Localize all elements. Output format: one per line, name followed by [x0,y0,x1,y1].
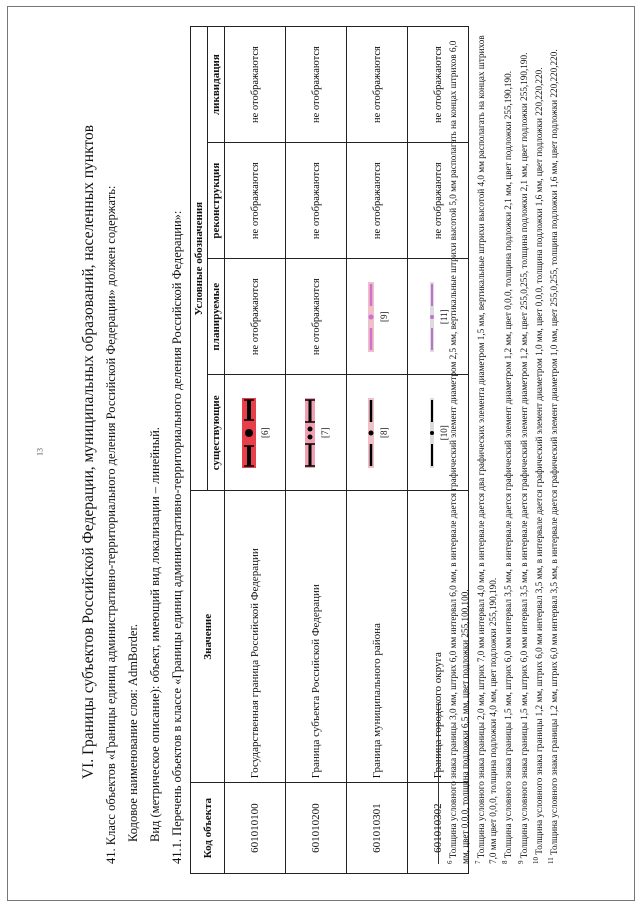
paragraph-metric-type: Вид (метрическое описание): объект, имеющий вид локализации – линейный. [148,427,162,842]
objects-table [190,26,469,874]
footnote: $^{11}$ Толщина условного знака границы 1,2 мм, штрих 6,0 мм интервал 3,5 мм, в интервале дается графический элемент диаметром 1,0 мм, цвет 255,0,255, толщина подложки 1,6 мм, цвет подложки 220,220,220. [547,49,560,864]
footnote: $^{10}$ Толщина условного знака границы 1,2 мм, штрих 6,0 мм интервал 3,5 мм, в интервале дается графический элемент диаметром 1,0 мм, цвет 0,0,0, толщина подложки 1,6 мм, цвет подложки 220,220,220. [532,67,545,864]
rotated-document [20,12,620,892]
table-row [286,27,347,874]
table-row [225,27,286,874]
liquidation-cell: не отображаются [347,27,408,143]
row-code: 601010100 [225,783,286,874]
paragraph-41: 41. Класс объектов «Границы единиц административно-территориального деления Российской Федерации» должен содержать: [104,185,118,864]
footnote: $^6$ Толщина условного знака границы 3,0 мм, штрих 6,0 мм интервал 6,0 мм, в интервале дается графический элемент диаметром 2,5 мм, вертикальные штрихи высотой 5,0 мм располагать на концах штрихов 6,0 мм, цвет 0,0,0, толщина подложки 6,5 мм, цвет подложки 255,100,100. [446,40,471,864]
row-code: 601010301 [347,783,408,874]
paragraph-layer-code: Кодовое наименование слоя: AdmBorder. [126,623,140,842]
reconstruction-cell: не отображаются [408,143,469,259]
municipal-border-symbol [365,398,377,468]
planned-cell: не отображаются [286,259,347,375]
existing-symbol-cell [225,375,286,491]
footnotes [444,34,561,864]
footnote: $^9$ Толщина условного знака границы 1,5 мм, штрих 6,0 мм интервал 3,5 мм, в интервале дается графический элемент диаметром 1,2 мм, цвет 255,0,255, толщина подложки 2,1 мм, цвет подложки 255,190,190. [516,52,529,864]
liquidation-cell: не отображаются [225,27,286,143]
municipal-planned-symbol [365,282,377,352]
header-code: Код объекта [191,783,225,874]
planned-symbol-cell [347,259,408,375]
existing-symbol-cell [286,375,347,491]
row-code: 601010200 [286,783,347,874]
footnote: $^7$ Толщина условного знака границы 2,0 мм, штрих 7,0 мм интервал 4,0 мм, в интервале дается два графических элемента диаметром 1,5 мм, вертикальные штрихи высотой 4,0 мм располагать на концах штрихов 7,0 мм цвет 0,0,0, толщина подложки 4,0 мм, цвет подложки 255,190,190. [473,35,499,864]
table-row [347,27,408,874]
header-existing: существующие [208,375,225,491]
footnote-ref: [11] [439,309,449,325]
reconstruction-cell: не отображаются [347,143,408,259]
subject-border-symbol [302,398,318,468]
row-name: Граница субъекта Российской Федерации [286,491,347,783]
planned-cell: не отображаются [225,259,286,375]
row-code: 601010302 [408,783,469,874]
footnote: $^8$ Толщина условного знака границы 1,5 мм, штрих 6,0 мм интервал 3,5 мм, в интервале дается графический элемент диаметром 1,2 мм, цвет 0,0,0, толщина подложки 2,1 мм, цвет подложки 255,190,190. [501,70,514,864]
header-symbols: Условные обозначения [191,27,208,491]
header-reconstruction: реконструкция [208,143,225,259]
paragraph-41-1: 41.1. Перечень объектов в классе «Границы единиц административно-территориального деления Российской Федерации»: [170,210,184,864]
row-name: Государственная граница Российской Федерации [225,491,286,783]
footnote-ref: [7] [320,427,330,439]
footnote-ref: [9] [379,311,389,322]
footnote-separator [438,704,439,864]
page-number: 13 [35,448,45,456]
section-heading: VI. Границы субъектов Российской Федерации, муниципальных образований, населенных пунктов [80,124,97,780]
state-border-symbol [240,398,258,468]
header-planned: планируемые [208,259,225,375]
okrug-border-symbol [427,398,437,468]
liquidation-cell: не отображаются [408,27,469,143]
okrug-planned-symbol [427,282,437,352]
header-liquidation: ликвидация [208,27,225,143]
reconstruction-cell: не отображаются [225,143,286,259]
row-name: Граница городского округа [408,491,469,783]
footnote-ref: [10] [439,425,449,441]
footnote-ref: [8] [379,427,389,439]
header-name: Значение [191,491,225,783]
liquidation-cell: не отображаются [286,27,347,143]
footnote-ref: [6] [260,427,270,439]
reconstruction-cell: не отображаются [286,143,347,259]
row-name: Граница муниципального района [347,491,408,783]
existing-symbol-cell [347,375,408,491]
